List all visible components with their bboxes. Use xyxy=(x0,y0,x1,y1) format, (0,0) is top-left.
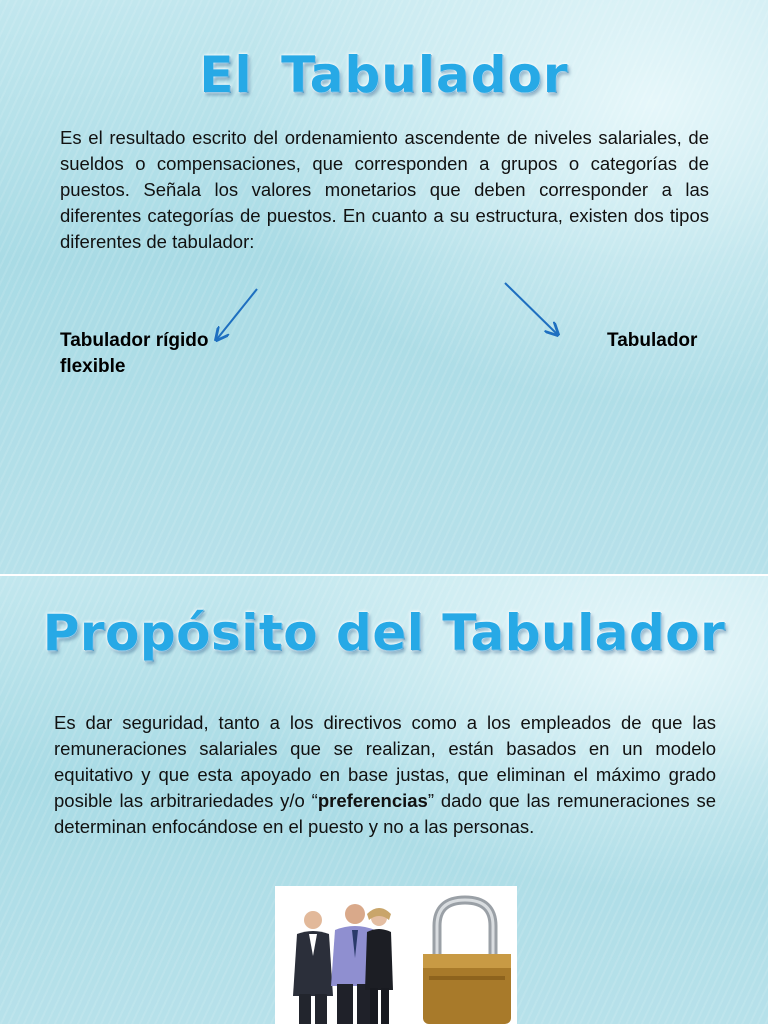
paragraph-text: ” dado que las remuneraciones se determinan enfocándose en el puesto y no a las personas. xyxy=(54,790,716,837)
slide-title: El Tabulador xyxy=(199,46,569,104)
label-tabulador: Tabulador xyxy=(607,330,698,351)
paragraph-text: Es dar seguridad, tanto a los directivos como a los empleados de que las remuneraciones salariales que se realizan, están basados en un modelo equitativo y que esta apoyado en base justas, que eliminan el máximo grado posible las arbitrariedades y/o “ xyxy=(54,712,716,811)
arrow-left-icon xyxy=(217,289,257,339)
business-people-and-padlock-image xyxy=(275,886,517,1024)
slide-title: Propósito del Tabulador xyxy=(42,604,726,662)
slide-proposito xyxy=(0,576,768,1024)
padlock-icon xyxy=(423,900,511,1024)
label-tabulador-rigido: Tabulador rígido xyxy=(60,330,209,351)
definition-paragraph: Es el resultado escrito del ordenamiento ascendente de niveles salariales, de sueldos o compensaciones, que corresponden a grupos o categorías de puestos. Señala los valores monetarios que deben corresponder a las diferentes categorías de puestos. En cuanto a su estructura, existen dos tipos diferentes de tabulador: xyxy=(60,127,709,252)
person-left-icon xyxy=(293,911,333,1024)
purpose-paragraph xyxy=(54,710,716,840)
photo-illustration xyxy=(275,886,517,1024)
bold-word: preferencias xyxy=(317,790,428,811)
arrow-right-icon xyxy=(505,283,557,334)
label-flexible: flexible xyxy=(60,356,126,377)
